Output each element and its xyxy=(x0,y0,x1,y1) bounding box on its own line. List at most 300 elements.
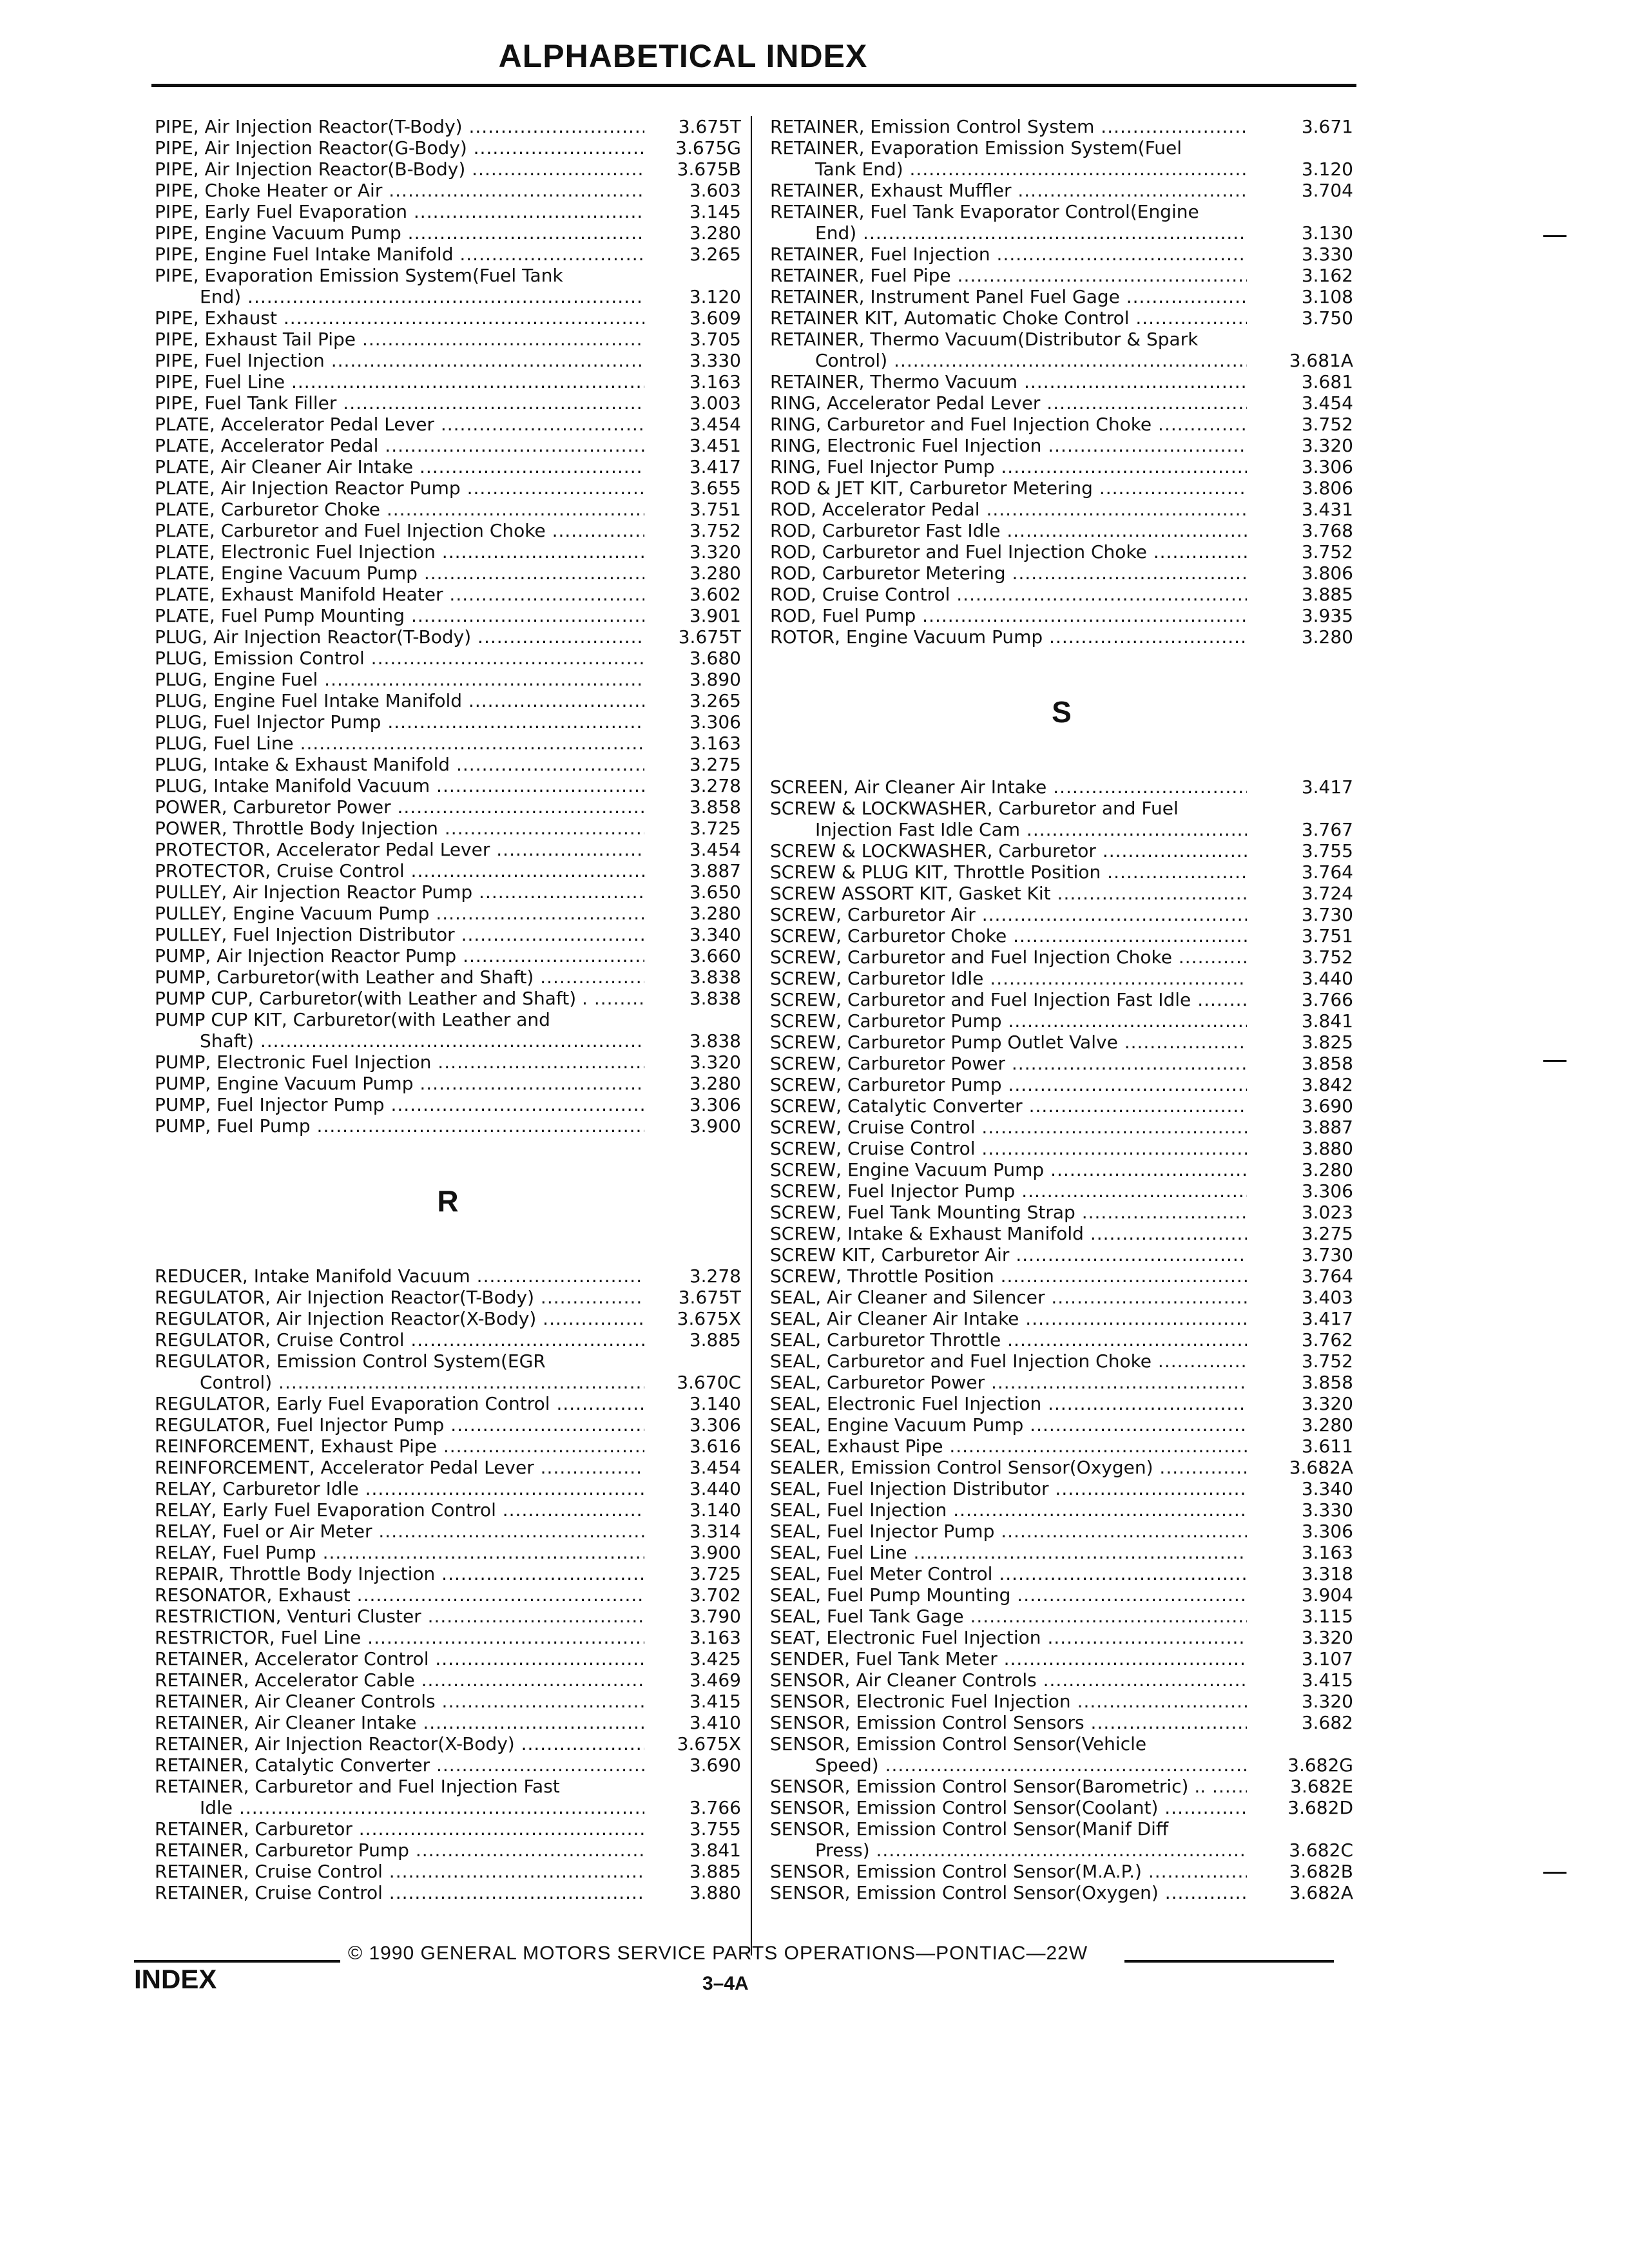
entry-name: PUMP, Engine Vacuum Pump ..... xyxy=(155,1073,644,1094)
index-entry xyxy=(770,1074,1353,1095)
index-entry xyxy=(155,1115,741,1137)
entry-name: SENSOR, Emission Control Sensor(Oxygen) ..... xyxy=(770,1882,1247,1903)
entry-name-continued: Injection Fast Idle Cam ..... xyxy=(770,819,1247,840)
entry-name: RETAINER, Carburetor ..... xyxy=(155,1818,644,1840)
entry-page-ref: 3.858 xyxy=(689,796,741,818)
entry-page-ref: 3.725 xyxy=(689,1563,741,1584)
entry-name: PLUG, Intake & Exhaust Manifold ..... xyxy=(155,754,644,775)
entry-name: SENSOR, Emission Control Sensor(Barometric) .. ..... xyxy=(770,1776,1247,1797)
index-entry xyxy=(155,903,741,924)
entry-page-ref: 3.752 xyxy=(1301,541,1353,562)
entry-name: SENSOR, Air Cleaner Controls ..... xyxy=(770,1669,1247,1691)
entry-page-ref: 3.675T xyxy=(678,626,741,648)
section-letter: S xyxy=(1052,695,1072,729)
entry-name: SCREW, Throttle Position ..... xyxy=(770,1265,1247,1287)
entry-name: SCREW, Carburetor and Fuel Injection Choke ..... xyxy=(770,947,1247,968)
entry-page-ref: 3.767 xyxy=(1301,819,1353,840)
entry-page-ref: 3.935 xyxy=(1301,605,1353,626)
entry-page-ref: 3.162 xyxy=(1301,265,1353,286)
index-entry xyxy=(155,329,741,350)
index-entry xyxy=(770,1372,1353,1393)
entry-name: SCREW, Carburetor Choke ..... xyxy=(770,925,1247,947)
entry-name: SCREW, Intake & Exhaust Manifold ..... xyxy=(770,1223,1247,1244)
entry-page-ref: 3.280 xyxy=(1301,1414,1353,1436)
index-entry xyxy=(155,541,741,562)
index-entry xyxy=(155,775,741,796)
entry-name: RETAINER, Thermo Vacuum ..... xyxy=(770,371,1247,392)
entry-name: REINFORCEMENT, Exhaust Pipe ..... xyxy=(155,1436,644,1457)
entry-name: RETAINER, Air Injection Reactor(X-Body) ..... xyxy=(155,1733,644,1754)
entry-page-ref: 3.838 xyxy=(689,966,741,988)
entry-name: ROD, Accelerator Pedal ..... xyxy=(770,499,1247,520)
entry-name: PLATE, Accelerator Pedal Lever ..... xyxy=(155,414,644,435)
entry-page-ref: 3.417 xyxy=(1301,776,1353,798)
entry-page-ref: 3.306 xyxy=(1301,1180,1353,1202)
entry-page-ref: 3.890 xyxy=(689,669,741,690)
entry-page-ref: 3.280 xyxy=(1301,626,1353,648)
index-entry xyxy=(155,1840,741,1861)
entry-page-ref: 3.275 xyxy=(1301,1223,1353,1244)
entry-name: REGULATOR, Air Injection Reactor(T-Body) ..... xyxy=(155,1287,644,1308)
entry-page-ref: 3.670C xyxy=(677,1372,741,1393)
entry-name: RELAY, Fuel or Air Meter ..... xyxy=(155,1521,644,1542)
entry-page-ref: 3.320 xyxy=(1301,1627,1353,1648)
entry-name: ROD, Carburetor and Fuel Injection Choke ..... xyxy=(770,541,1247,562)
footer-rule-right xyxy=(1124,1960,1334,1963)
index-entry xyxy=(155,350,741,371)
entry-name: PIPE, Fuel Injection ..... xyxy=(155,350,644,371)
entry-page-ref: 3.280 xyxy=(689,562,741,584)
entry-name: PUMP, Air Injection Reactor Pump ..... xyxy=(155,945,644,966)
entry-name: RESTRICTOR, Fuel Line ..... xyxy=(155,1627,644,1648)
entry-page-ref: 3.306 xyxy=(689,1414,741,1436)
entry-name: PUMP, Electronic Fuel Injection ..... xyxy=(155,1052,644,1073)
index-entry xyxy=(770,1117,1353,1138)
entry-name: PIPE, Air Injection Reactor(T-Body) ..... xyxy=(155,116,644,137)
entry-page-ref: 3.330 xyxy=(1301,244,1353,265)
margin-mark xyxy=(1543,1872,1566,1874)
entry-name: PROTECTOR, Cruise Control ..... xyxy=(155,860,644,881)
entry-page-ref: 3.680 xyxy=(689,648,741,669)
entry-name: PLATE, Carburetor Choke ..... xyxy=(155,499,644,520)
entry-name: SCREW, Carburetor Power ..... xyxy=(770,1053,1247,1074)
index-entry xyxy=(770,180,1353,201)
entry-page-ref: 3.163 xyxy=(689,371,741,392)
entry-name: RETAINER, Air Cleaner Intake ..... xyxy=(155,1712,644,1733)
entry-page-ref: 3.752 xyxy=(689,520,741,541)
index-entry xyxy=(770,605,1353,626)
entry-name: SCREEN, Air Cleaner Air Intake ..... xyxy=(770,776,1247,798)
index-entry xyxy=(770,1542,1353,1563)
index-entry xyxy=(155,796,741,818)
entry-page-ref: 3.675X xyxy=(677,1733,741,1754)
entry-page-ref: 3.454 xyxy=(689,839,741,860)
index-entry xyxy=(155,1861,741,1882)
entry-page-ref: 3.901 xyxy=(689,605,741,626)
entry-name-continued: End) ..... xyxy=(770,222,1247,244)
index-entry xyxy=(155,1393,741,1414)
index-entry xyxy=(155,1563,741,1584)
index-entry xyxy=(770,1414,1353,1436)
entry-page-ref: 3.806 xyxy=(1301,562,1353,584)
index-entry xyxy=(155,648,741,669)
index-entry xyxy=(155,499,741,520)
entry-page-ref: 3.454 xyxy=(689,414,741,435)
entry-name: RING, Carburetor and Fuel Injection Choke ..... xyxy=(770,414,1247,435)
index-entry xyxy=(155,1712,741,1733)
index-entry xyxy=(155,1584,741,1606)
entry-name-continued: End) ..... xyxy=(155,286,644,307)
title-rule xyxy=(151,84,1356,87)
entry-page-ref: 3.900 xyxy=(689,1115,741,1137)
entry-name: ROD, Carburetor Fast Idle ..... xyxy=(770,520,1247,541)
index-entry xyxy=(155,1627,741,1648)
entry-name: PLUG, Fuel Injector Pump ..... xyxy=(155,711,644,733)
entry-page-ref: 3.278 xyxy=(689,1265,741,1287)
index-entry xyxy=(155,1287,741,1308)
index-entry xyxy=(770,1882,1353,1903)
entry-page-ref: 3.705 xyxy=(689,329,741,350)
entry-name: PLATE, Exhaust Manifold Heater ..... xyxy=(155,584,644,605)
entry-name: SCREW, Cruise Control ..... xyxy=(770,1138,1247,1159)
entry-page-ref: 3.838 xyxy=(689,1030,741,1052)
entry-name: SENSOR, Emission Control Sensor(Vehicle xyxy=(770,1733,1147,1754)
entry-page-ref: 3.671 xyxy=(1301,116,1353,137)
entry-page-ref: 3.682G xyxy=(1287,1754,1353,1776)
entry-page-ref: 3.440 xyxy=(1301,968,1353,989)
index-entry xyxy=(155,1542,741,1563)
entry-page-ref: 3.320 xyxy=(1301,1393,1353,1414)
entry-page-ref: 3.751 xyxy=(689,499,741,520)
entry-name: SEAL, Fuel Line ..... xyxy=(770,1542,1247,1563)
index-entry xyxy=(155,1478,741,1499)
entry-name: SCREW, Carburetor Air ..... xyxy=(770,904,1247,925)
entry-page-ref: 3.725 xyxy=(689,818,741,839)
entry-page-ref: 3.790 xyxy=(689,1606,741,1627)
index-entry xyxy=(155,1308,741,1329)
index-entry xyxy=(770,925,1353,947)
entry-page-ref: 3.314 xyxy=(689,1521,741,1542)
entry-name: RETAINER, Thermo Vacuum(Distributor & Spark xyxy=(770,329,1199,350)
entry-name: PLATE, Accelerator Pedal ..... xyxy=(155,435,644,456)
index-entry xyxy=(155,562,741,584)
entry-name-continued: Press) ..... xyxy=(770,1840,1247,1861)
entry-page-ref: 3.752 xyxy=(1301,414,1353,435)
entry-name: PLATE, Engine Vacuum Pump ..... xyxy=(155,562,644,584)
entry-name: PUMP, Fuel Injector Pump ..... xyxy=(155,1094,644,1115)
index-entry xyxy=(770,584,1353,605)
entry-page-ref: 3.410 xyxy=(689,1712,741,1733)
index-entry xyxy=(770,329,1353,371)
index-entry xyxy=(155,1436,741,1457)
entry-name: REPAIR, Throttle Body Injection ..... xyxy=(155,1563,644,1584)
entry-page-ref: 3.858 xyxy=(1301,1372,1353,1393)
entry-name: RETAINER, Carburetor and Fuel Injection Fast xyxy=(155,1776,560,1797)
entry-name: PIPE, Exhaust Tail Pipe ..... xyxy=(155,329,644,350)
entry-page-ref: 3.755 xyxy=(1301,840,1353,861)
entry-page-ref: 3.730 xyxy=(1301,904,1353,925)
index-entry xyxy=(155,1414,741,1436)
index-entry xyxy=(155,584,741,605)
index-entry xyxy=(770,307,1353,329)
index-entry xyxy=(155,860,741,881)
entry-name: PLATE, Electronic Fuel Injection ..... xyxy=(155,541,644,562)
footer-section-label: INDEX xyxy=(134,1964,217,1994)
entry-name: PUMP, Fuel Pump ..... xyxy=(155,1115,644,1137)
entry-page-ref: 3.702 xyxy=(689,1584,741,1606)
entry-name: REGULATOR, Early Fuel Evaporation Control ..... xyxy=(155,1393,644,1414)
index-entry xyxy=(770,1797,1353,1818)
index-entry xyxy=(770,968,1353,989)
entry-page-ref: 3.730 xyxy=(1301,1244,1353,1265)
index-entry xyxy=(770,840,1353,861)
index-entry xyxy=(155,1457,741,1478)
index-entry xyxy=(155,1733,741,1754)
entry-page-ref: 3.451 xyxy=(689,435,741,456)
entry-page-ref: 3.682A xyxy=(1289,1882,1353,1903)
entry-name: SCREW & LOCKWASHER, Carburetor and Fuel xyxy=(770,798,1179,819)
index-entry xyxy=(770,541,1353,562)
index-entry xyxy=(770,1329,1353,1350)
entry-page-ref: 3.454 xyxy=(689,1457,741,1478)
entry-name: SENDER, Fuel Tank Meter ..... xyxy=(770,1648,1247,1669)
entry-name: SCREW, Cruise Control ..... xyxy=(770,1117,1247,1138)
entry-page-ref: 3.415 xyxy=(689,1691,741,1712)
index-entry xyxy=(770,1308,1353,1329)
index-entry xyxy=(770,1223,1353,1244)
index-entry xyxy=(155,1648,741,1669)
entry-name: PUMP CUP, Carburetor(with Leather and Shaft) . ..... xyxy=(155,988,644,1009)
entry-name: SEAL, Fuel Meter Control ..... xyxy=(770,1563,1247,1584)
entry-page-ref: 3.768 xyxy=(1301,520,1353,541)
entry-name: PIPE, Fuel Tank Filler ..... xyxy=(155,392,644,414)
entry-name: SEAL, Fuel Injector Pump ..... xyxy=(770,1521,1247,1542)
entry-page-ref: 3.681 xyxy=(1301,371,1353,392)
index-entry xyxy=(155,1776,741,1818)
index-entry xyxy=(770,414,1353,435)
index-entry xyxy=(155,711,741,733)
entry-page-ref: 3.130 xyxy=(1301,222,1353,244)
entry-page-ref: 3.611 xyxy=(1301,1436,1353,1457)
entry-name: PULLEY, Fuel Injection Distributor ..... xyxy=(155,924,644,945)
entry-name: ROD, Fuel Pump ..... xyxy=(770,605,1247,626)
index-entry xyxy=(155,669,741,690)
entry-page-ref: 3.318 xyxy=(1301,1563,1353,1584)
index-entry xyxy=(155,244,741,265)
index-entry xyxy=(770,1202,1353,1223)
entry-page-ref: 3.682A xyxy=(1289,1457,1353,1478)
entry-page-ref: 3.766 xyxy=(689,1797,741,1818)
index-entry xyxy=(155,116,741,137)
entry-page-ref: 3.752 xyxy=(1301,1350,1353,1372)
entry-name: PLATE, Carburetor and Fuel Injection Choke ..... xyxy=(155,520,644,541)
entry-name: RETAINER KIT, Automatic Choke Control ..... xyxy=(770,307,1247,329)
entry-page-ref: 3.660 xyxy=(689,945,741,966)
index-entry xyxy=(155,371,741,392)
index-entry xyxy=(155,818,741,839)
entry-page-ref: 3.440 xyxy=(689,1478,741,1499)
index-column-right xyxy=(770,116,1353,1903)
entry-page-ref: 3.278 xyxy=(689,775,741,796)
entry-name: REINFORCEMENT, Accelerator Pedal Lever ..... xyxy=(155,1457,644,1478)
entry-name: PLUG, Engine Fuel ..... xyxy=(155,669,644,690)
index-entry xyxy=(770,1265,1353,1287)
entry-page-ref: 3.417 xyxy=(1301,1308,1353,1329)
index-entry xyxy=(155,456,741,477)
entry-name: PLUG, Intake Manifold Vacuum ..... xyxy=(155,775,644,796)
index-entry xyxy=(770,1521,1353,1542)
entry-name: SEALER, Emission Control Sensor(Oxygen) ..... xyxy=(770,1457,1247,1478)
entry-page-ref: 3.887 xyxy=(689,860,741,881)
entry-page-ref: 3.682 xyxy=(1301,1712,1353,1733)
entry-name: SENSOR, Emission Control Sensor(M.A.P.) ..... xyxy=(770,1861,1247,1882)
entry-name-continued: Idle ..... xyxy=(155,1797,644,1818)
entry-page-ref: 3.842 xyxy=(1301,1074,1353,1095)
index-entry xyxy=(770,1712,1353,1733)
entry-page-ref: 3.858 xyxy=(1301,1053,1353,1074)
index-entry xyxy=(155,392,741,414)
entry-page-ref: 3.265 xyxy=(689,690,741,711)
entry-page-ref: 3.675B xyxy=(677,159,741,180)
entry-page-ref: 3.107 xyxy=(1301,1648,1353,1669)
entry-name: PLUG, Fuel Line ..... xyxy=(155,733,644,754)
entry-page-ref: 3.724 xyxy=(1301,883,1353,904)
entry-page-ref: 3.900 xyxy=(689,1542,741,1563)
entry-page-ref: 3.320 xyxy=(689,1052,741,1073)
footer-rule-left xyxy=(134,1960,340,1963)
index-entry xyxy=(770,1669,1353,1691)
entry-page-ref: 3.681A xyxy=(1289,350,1353,371)
index-entry xyxy=(155,924,741,945)
entry-name: SEAL, Carburetor Power ..... xyxy=(770,1372,1247,1393)
index-entry xyxy=(770,137,1353,180)
entry-name: ROD, Cruise Control ..... xyxy=(770,584,1247,605)
entry-page-ref: 3.415 xyxy=(1301,1669,1353,1691)
entry-name: PLATE, Air Injection Reactor Pump ..... xyxy=(155,477,644,499)
index-entry xyxy=(770,499,1353,520)
entry-name: SCREW, Fuel Tank Mounting Strap ..... xyxy=(770,1202,1247,1223)
entry-name: PIPE, Choke Heater or Air ..... xyxy=(155,180,644,201)
index-entry xyxy=(770,392,1353,414)
entry-page-ref: 3.280 xyxy=(689,222,741,244)
index-entry xyxy=(770,1032,1353,1053)
entry-name: RESONATOR, Exhaust ..... xyxy=(155,1584,644,1606)
index-entry xyxy=(155,690,741,711)
entry-page-ref: 3.885 xyxy=(1301,584,1353,605)
index-entry xyxy=(770,1499,1353,1521)
index-entry xyxy=(155,1350,741,1393)
entry-page-ref: 3.750 xyxy=(1301,307,1353,329)
entry-name: SEAL, Engine Vacuum Pump ..... xyxy=(770,1414,1247,1436)
entry-page-ref: 3.280 xyxy=(689,903,741,924)
entry-page-ref: 3.306 xyxy=(1301,456,1353,477)
entry-page-ref: 3.766 xyxy=(1301,989,1353,1010)
footer-copyright: © 1990 GENERAL MOTORS SERVICE PARTS OPERATIONS—PONTIAC—22W xyxy=(348,1943,1088,1964)
index-entry xyxy=(770,1584,1353,1606)
index-entry xyxy=(770,244,1353,265)
entry-page-ref: 3.675T xyxy=(678,1287,741,1308)
entry-name-continued: Control) ..... xyxy=(770,350,1247,371)
index-entry xyxy=(155,839,741,860)
entry-name: RETAINER, Fuel Pipe ..... xyxy=(770,265,1247,286)
entry-page-ref: 3.616 xyxy=(689,1436,741,1457)
index-entry xyxy=(155,1073,741,1094)
index-entry xyxy=(770,1776,1353,1797)
entry-page-ref: 3.682C xyxy=(1289,1840,1353,1861)
entry-name: ROTOR, Engine Vacuum Pump ..... xyxy=(770,626,1247,648)
entry-name: SEAL, Air Cleaner Air Intake ..... xyxy=(770,1308,1247,1329)
index-entry xyxy=(770,904,1353,925)
entry-page-ref: 3.469 xyxy=(689,1669,741,1691)
entry-page-ref: 3.330 xyxy=(689,350,741,371)
index-entry xyxy=(770,1457,1353,1478)
entry-page-ref: 3.880 xyxy=(689,1882,741,1903)
entry-page-ref: 3.306 xyxy=(689,711,741,733)
entry-name: REGULATOR, Emission Control System(EGR xyxy=(155,1350,546,1372)
index-entry xyxy=(770,371,1353,392)
entry-page-ref: 3.762 xyxy=(1301,1329,1353,1350)
index-entry xyxy=(770,1563,1353,1584)
entry-page-ref: 3.145 xyxy=(689,201,741,222)
entry-page-ref: 3.163 xyxy=(689,1627,741,1648)
entry-page-ref: 3.675X xyxy=(677,1308,741,1329)
index-entry xyxy=(155,1754,741,1776)
index-entry xyxy=(770,1648,1353,1669)
index-entry xyxy=(155,180,741,201)
index-entry xyxy=(770,201,1353,244)
index-entry xyxy=(155,414,741,435)
entry-name: SEAL, Fuel Injection ..... xyxy=(770,1499,1247,1521)
entry-name: RELAY, Early Fuel Evaporation Control ..... xyxy=(155,1499,644,1521)
index-entry xyxy=(770,1287,1353,1308)
entry-name: SCREW, Carburetor and Fuel Injection Fast Idle ..... xyxy=(770,989,1247,1010)
entry-page-ref: 3.403 xyxy=(1301,1287,1353,1308)
entry-name: PIPE, Air Injection Reactor(B-Body) ..... xyxy=(155,159,644,180)
entry-page-ref: 3.280 xyxy=(689,1073,741,1094)
entry-name: SEAL, Fuel Injection Distributor ..... xyxy=(770,1478,1247,1499)
entry-name: SCREW KIT, Carburetor Air ..... xyxy=(770,1244,1247,1265)
index-entry xyxy=(770,1053,1353,1074)
entry-page-ref: 3.340 xyxy=(1301,1478,1353,1499)
index-entry xyxy=(770,1436,1353,1457)
entry-name: SEAL, Fuel Pump Mounting ..... xyxy=(770,1584,1247,1606)
entry-page-ref: 3.675T xyxy=(678,116,741,137)
entry-page-ref: 3.603 xyxy=(689,180,741,201)
entry-page-ref: 3.140 xyxy=(689,1499,741,1521)
entry-page-ref: 3.904 xyxy=(1301,1584,1353,1606)
index-entry xyxy=(770,1627,1353,1648)
entry-name: RELAY, Carburetor Idle ..... xyxy=(155,1478,644,1499)
entry-page-ref: 3.887 xyxy=(1301,1117,1353,1138)
index-entry xyxy=(155,1499,741,1521)
entry-name: SCREW, Engine Vacuum Pump ..... xyxy=(770,1159,1247,1180)
entry-name: RING, Accelerator Pedal Lever ..... xyxy=(770,392,1247,414)
entry-page-ref: 3.841 xyxy=(689,1840,741,1861)
entry-page-ref: 3.841 xyxy=(1301,1010,1353,1032)
entry-page-ref: 3.120 xyxy=(1301,159,1353,180)
entry-name: SCREW, Carburetor Idle ..... xyxy=(770,968,1247,989)
index-entry xyxy=(155,307,741,329)
index-entry xyxy=(770,1010,1353,1032)
entry-page-ref: 3.306 xyxy=(689,1094,741,1115)
entry-page-ref: 3.340 xyxy=(689,924,741,945)
entry-name: PULLEY, Engine Vacuum Pump ..... xyxy=(155,903,644,924)
index-entry xyxy=(155,945,741,966)
index-entry xyxy=(770,1733,1353,1776)
entry-page-ref: 3.806 xyxy=(1301,477,1353,499)
entry-name: SCREW & PLUG KIT, Throttle Position ..... xyxy=(770,861,1247,883)
entry-name: PULLEY, Air Injection Reactor Pump ..... xyxy=(155,881,644,903)
